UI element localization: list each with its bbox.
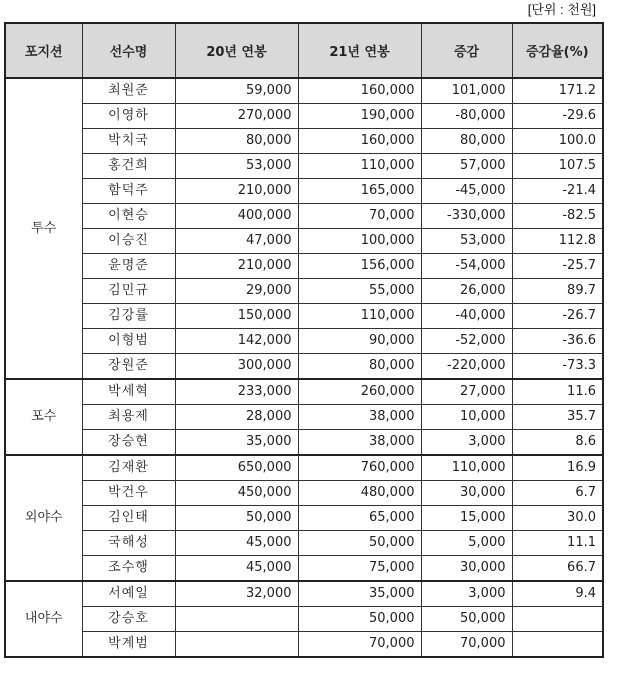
player-name-cell: 박세혁 bbox=[82, 379, 175, 405]
player-name-cell: 장원준 bbox=[82, 354, 175, 380]
salary-2021-cell: 80,000 bbox=[298, 354, 421, 380]
player-name-cell: 국해성 bbox=[82, 531, 175, 556]
header-salary-2021: 21년 연봉 bbox=[298, 23, 421, 78]
table-row bbox=[5, 354, 603, 380]
change-cell: 5,000 bbox=[421, 531, 512, 556]
player-name-cell: 함덕주 bbox=[82, 179, 175, 204]
table-row bbox=[5, 179, 603, 204]
table-row bbox=[5, 379, 603, 405]
salary-2020-cell: 32,000 bbox=[175, 581, 298, 607]
change-rate-cell: -25.7 bbox=[512, 254, 603, 279]
player-name-cell: 김재환 bbox=[82, 455, 175, 481]
salary-2020-cell: 50,000 bbox=[175, 506, 298, 531]
change-cell: -45,000 bbox=[421, 179, 512, 204]
salary-2021-cell: 70,000 bbox=[298, 632, 421, 658]
salary-2020-cell bbox=[175, 607, 298, 632]
change-rate-cell: 171.2 bbox=[512, 78, 603, 104]
salary-2021-cell: 165,000 bbox=[298, 179, 421, 204]
table-body bbox=[5, 78, 603, 657]
header-row bbox=[5, 23, 603, 78]
salary-2020-cell: 45,000 bbox=[175, 531, 298, 556]
change-cell: -40,000 bbox=[421, 304, 512, 329]
change-rate-cell: 89.7 bbox=[512, 279, 603, 304]
change-rate-cell: -26.7 bbox=[512, 304, 603, 329]
change-rate-cell: 66.7 bbox=[512, 556, 603, 582]
change-rate-cell: 107.5 bbox=[512, 154, 603, 179]
position-cell: 내야수 bbox=[5, 581, 82, 657]
table-row bbox=[5, 129, 603, 154]
salary-2020-cell bbox=[175, 632, 298, 658]
change-cell: -80,000 bbox=[421, 104, 512, 129]
position-cell: 포수 bbox=[5, 379, 82, 455]
salary-2021-cell: 65,000 bbox=[298, 506, 421, 531]
table-row bbox=[5, 607, 603, 632]
salary-2021-cell: 55,000 bbox=[298, 279, 421, 304]
table-row bbox=[5, 481, 603, 506]
salary-2021-cell: 75,000 bbox=[298, 556, 421, 582]
player-name-cell: 장승현 bbox=[82, 430, 175, 456]
header-name: 선수명 bbox=[82, 23, 175, 78]
player-name-cell: 강승호 bbox=[82, 607, 175, 632]
salary-2021-cell: 190,000 bbox=[298, 104, 421, 129]
change-rate-cell: 8.6 bbox=[512, 430, 603, 456]
change-cell: 70,000 bbox=[421, 632, 512, 658]
change-rate-cell: 11.6 bbox=[512, 379, 603, 405]
salary-2020-cell: 80,000 bbox=[175, 129, 298, 154]
table-row bbox=[5, 204, 603, 229]
salary-2021-cell: 70,000 bbox=[298, 204, 421, 229]
player-name-cell: 조수행 bbox=[82, 556, 175, 582]
salary-2020-cell: 53,000 bbox=[175, 154, 298, 179]
player-name-cell: 서예일 bbox=[82, 581, 175, 607]
change-cell: -52,000 bbox=[421, 329, 512, 354]
salary-2020-cell: 400,000 bbox=[175, 204, 298, 229]
salary-2021-cell: 38,000 bbox=[298, 405, 421, 430]
player-name-cell: 이형범 bbox=[82, 329, 175, 354]
change-rate-cell: 16.9 bbox=[512, 455, 603, 481]
table-row bbox=[5, 430, 603, 456]
change-cell: 30,000 bbox=[421, 556, 512, 582]
table-row bbox=[5, 632, 603, 658]
change-cell: -220,000 bbox=[421, 354, 512, 380]
salary-2021-cell: 260,000 bbox=[298, 379, 421, 405]
change-rate-cell: -29.6 bbox=[512, 104, 603, 129]
salary-2021-cell: 35,000 bbox=[298, 581, 421, 607]
salary-2021-cell: 50,000 bbox=[298, 607, 421, 632]
salary-2020-cell: 150,000 bbox=[175, 304, 298, 329]
salary-2021-cell: 38,000 bbox=[298, 430, 421, 456]
header-position: 포지션 bbox=[5, 23, 82, 78]
salary-2020-cell: 45,000 bbox=[175, 556, 298, 582]
table-row bbox=[5, 506, 603, 531]
table-row bbox=[5, 405, 603, 430]
salary-2021-cell: 160,000 bbox=[298, 78, 421, 104]
header-salary-2020: 20년 연봉 bbox=[175, 23, 298, 78]
salary-2020-cell: 650,000 bbox=[175, 455, 298, 481]
change-rate-cell: 30.0 bbox=[512, 506, 603, 531]
player-name-cell: 이승진 bbox=[82, 229, 175, 254]
salary-2020-cell: 29,000 bbox=[175, 279, 298, 304]
player-name-cell: 김강률 bbox=[82, 304, 175, 329]
table-row bbox=[5, 154, 603, 179]
change-rate-cell: 100.0 bbox=[512, 129, 603, 154]
salary-2021-cell: 50,000 bbox=[298, 531, 421, 556]
salary-2020-cell: 28,000 bbox=[175, 405, 298, 430]
change-rate-cell: -21.4 bbox=[512, 179, 603, 204]
change-cell: 26,000 bbox=[421, 279, 512, 304]
salary-2021-cell: 480,000 bbox=[298, 481, 421, 506]
change-rate-cell bbox=[512, 607, 603, 632]
position-cell: 투수 bbox=[5, 78, 82, 379]
player-name-cell: 윤명준 bbox=[82, 254, 175, 279]
change-cell: 27,000 bbox=[421, 379, 512, 405]
change-rate-cell: 11.1 bbox=[512, 531, 603, 556]
table-row bbox=[5, 229, 603, 254]
change-rate-cell: 35.7 bbox=[512, 405, 603, 430]
salary-2021-cell: 760,000 bbox=[298, 455, 421, 481]
salary-2020-cell: 210,000 bbox=[175, 179, 298, 204]
change-rate-cell: 112.8 bbox=[512, 229, 603, 254]
change-cell: 50,000 bbox=[421, 607, 512, 632]
table-row bbox=[5, 304, 603, 329]
table-row bbox=[5, 279, 603, 304]
table-row bbox=[5, 254, 603, 279]
change-rate-cell: 9.4 bbox=[512, 581, 603, 607]
salary-2020-cell: 300,000 bbox=[175, 354, 298, 380]
change-cell: 53,000 bbox=[421, 229, 512, 254]
change-cell: 80,000 bbox=[421, 129, 512, 154]
change-rate-cell: 6.7 bbox=[512, 481, 603, 506]
change-cell: 101,000 bbox=[421, 78, 512, 104]
player-name-cell: 이영하 bbox=[82, 104, 175, 129]
salary-2020-cell: 59,000 bbox=[175, 78, 298, 104]
salary-2021-cell: 110,000 bbox=[298, 154, 421, 179]
salary-2021-cell: 156,000 bbox=[298, 254, 421, 279]
table-row bbox=[5, 329, 603, 354]
table-row bbox=[5, 556, 603, 582]
salary-2021-cell: 90,000 bbox=[298, 329, 421, 354]
salary-table bbox=[4, 22, 604, 658]
table-row bbox=[5, 581, 603, 607]
player-name-cell: 최원준 bbox=[82, 78, 175, 104]
player-name-cell: 홍건희 bbox=[82, 154, 175, 179]
change-cell: 3,000 bbox=[421, 581, 512, 607]
change-cell: 30,000 bbox=[421, 481, 512, 506]
change-cell: 3,000 bbox=[421, 430, 512, 456]
salary-2020-cell: 47,000 bbox=[175, 229, 298, 254]
player-name-cell: 박건우 bbox=[82, 481, 175, 506]
player-name-cell: 최용제 bbox=[82, 405, 175, 430]
change-cell: -330,000 bbox=[421, 204, 512, 229]
header-change: 증감 bbox=[421, 23, 512, 78]
salary-2020-cell: 35,000 bbox=[175, 430, 298, 456]
change-rate-cell bbox=[512, 632, 603, 658]
player-name-cell: 김민규 bbox=[82, 279, 175, 304]
salary-2021-cell: 110,000 bbox=[298, 304, 421, 329]
change-cell: 57,000 bbox=[421, 154, 512, 179]
player-name-cell: 이현승 bbox=[82, 204, 175, 229]
salary-2020-cell: 210,000 bbox=[175, 254, 298, 279]
change-cell: -54,000 bbox=[421, 254, 512, 279]
table-row bbox=[5, 531, 603, 556]
table-row bbox=[5, 455, 603, 481]
change-cell: 15,000 bbox=[421, 506, 512, 531]
player-name-cell: 박계범 bbox=[82, 632, 175, 658]
salary-2021-cell: 100,000 bbox=[298, 229, 421, 254]
change-cell: 10,000 bbox=[421, 405, 512, 430]
salary-2020-cell: 450,000 bbox=[175, 481, 298, 506]
change-rate-cell: -73.3 bbox=[512, 354, 603, 380]
salary-2020-cell: 270,000 bbox=[175, 104, 298, 129]
change-cell: 110,000 bbox=[421, 455, 512, 481]
player-name-cell: 박치국 bbox=[82, 129, 175, 154]
change-rate-cell: -82.5 bbox=[512, 204, 603, 229]
salary-2020-cell: 233,000 bbox=[175, 379, 298, 405]
position-cell: 외야수 bbox=[5, 455, 82, 581]
unit-label: [단위 : 천원] bbox=[527, 2, 596, 17]
player-name-cell: 김인태 bbox=[82, 506, 175, 531]
table-row bbox=[5, 78, 603, 104]
change-rate-cell: -36.6 bbox=[512, 329, 603, 354]
salary-2020-cell: 142,000 bbox=[175, 329, 298, 354]
salary-2021-cell: 160,000 bbox=[298, 129, 421, 154]
table-row bbox=[5, 104, 603, 129]
header-change-rate: 증감율(%) bbox=[512, 23, 603, 78]
